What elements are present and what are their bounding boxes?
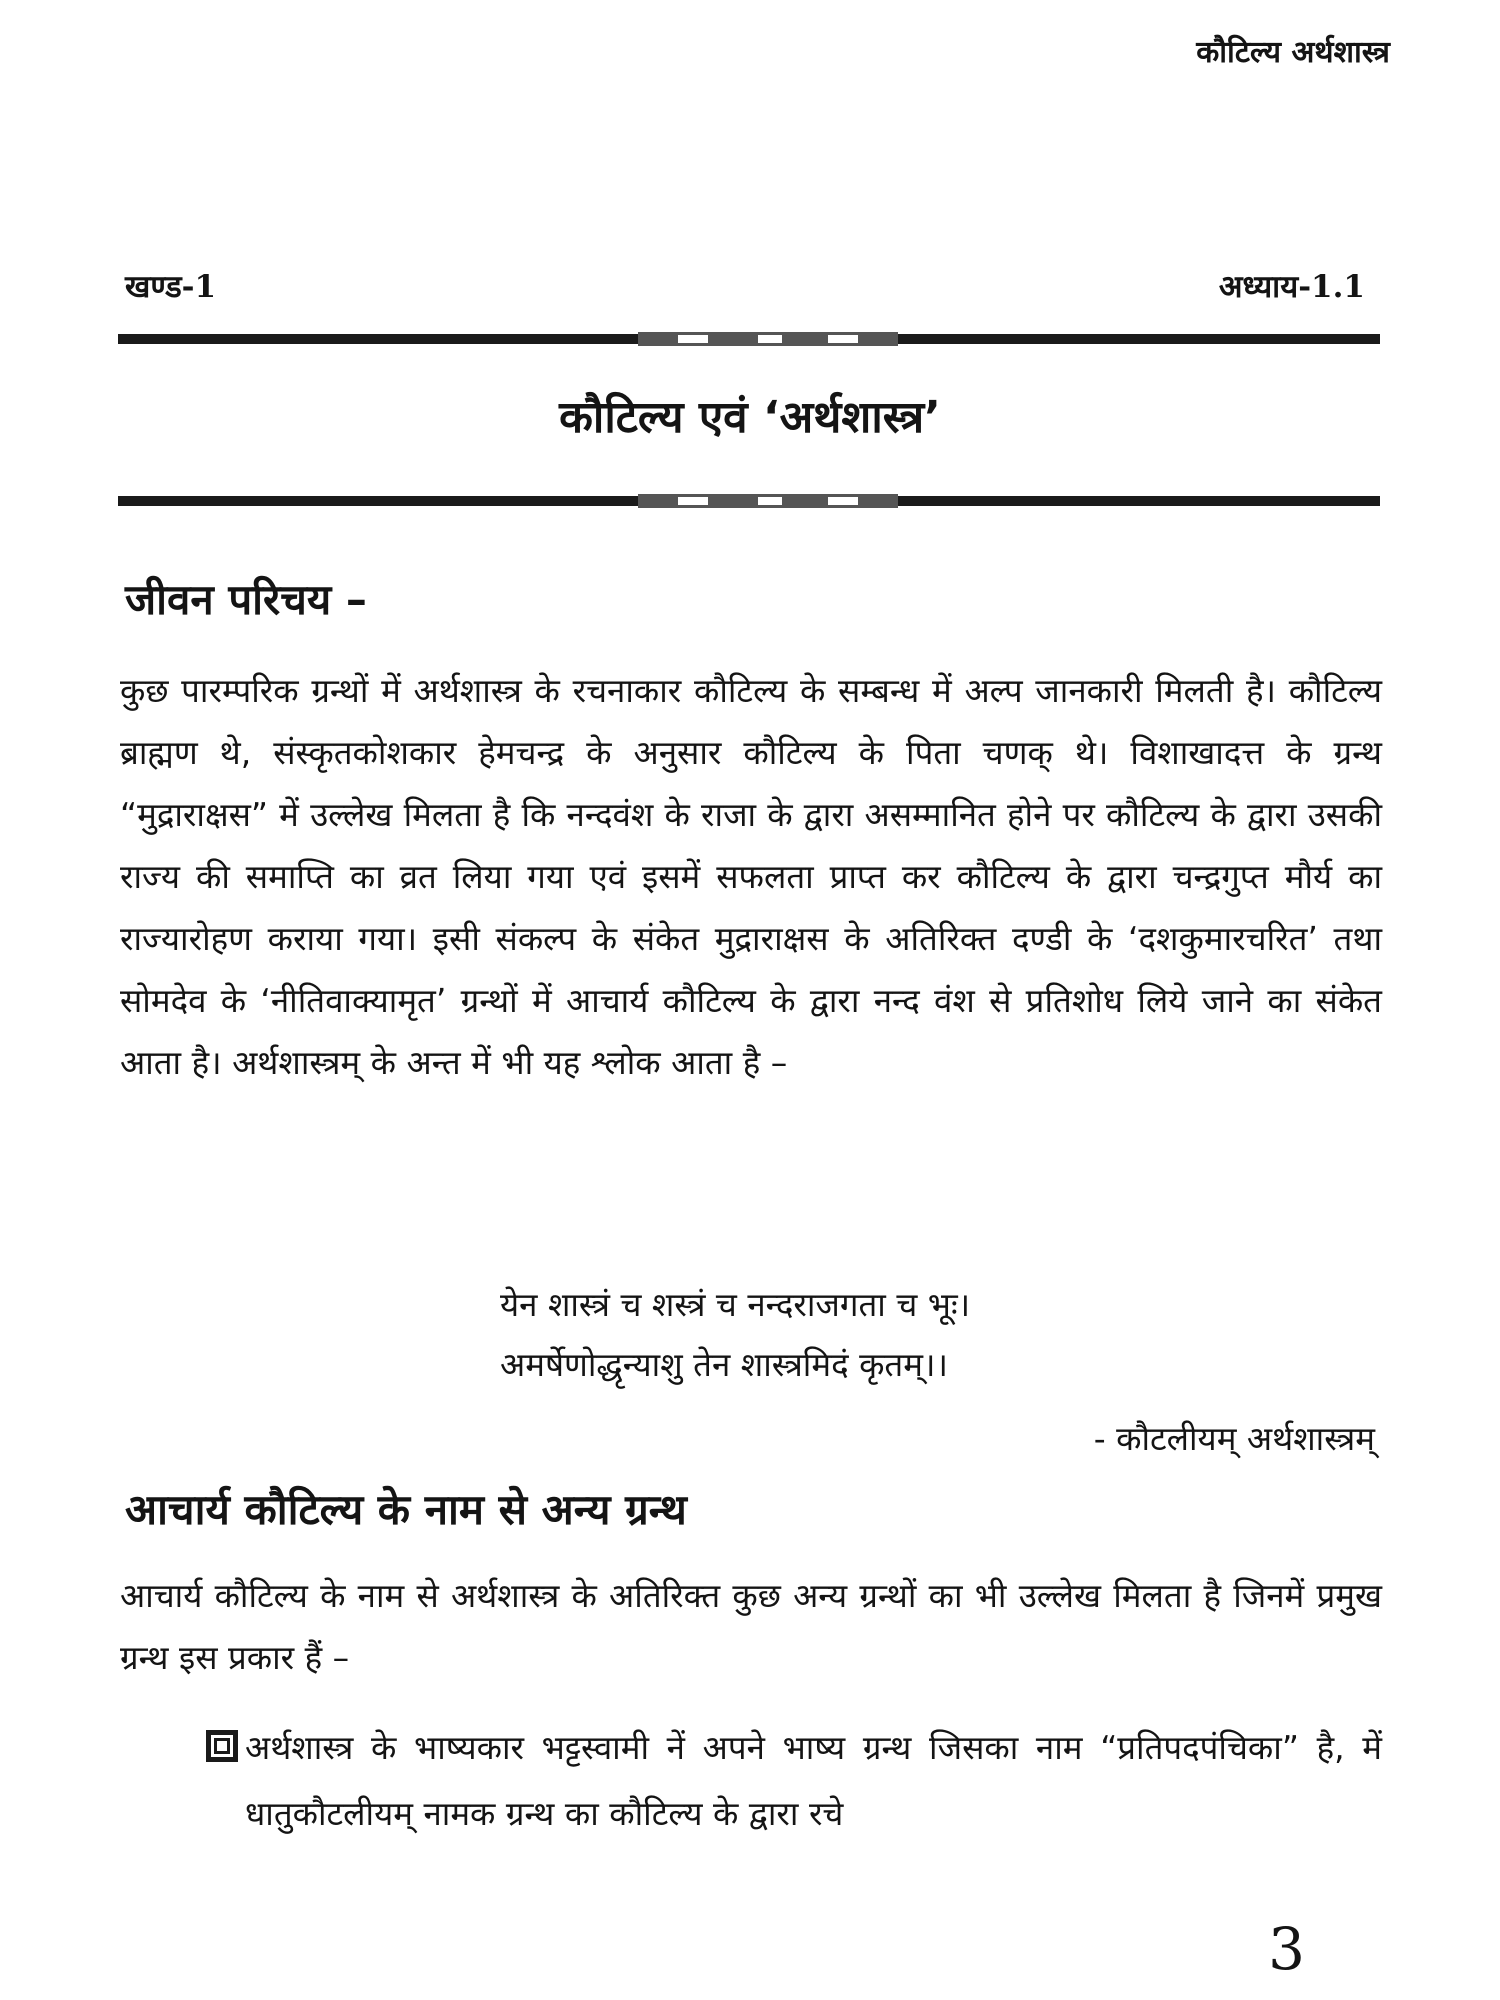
decorative-rule-bottom xyxy=(118,494,1380,508)
verse-line-1: येन शास्त्रं च शस्त्रं च नन्दराजगता च भूः। xyxy=(500,1285,971,1324)
section-heading-biography: जीवन परिचय – xyxy=(125,575,367,624)
list-item xyxy=(120,1715,1382,1847)
list-item-text: अर्थशास्त्र के भाष्यकार भट्टस्वामी नें अपने भाष्य ग्रन्थ जिसका नाम “प्रतिपदपंचिका” है, में धातुकौटलीयम् नामक ग्रन्थ का कौटिल्य के द्वारा रचे xyxy=(245,1728,1382,1833)
other-works-paragraph: आचार्य कौटिल्य के नाम से अर्थशास्त्र के अतिरिक्त कुछ अन्य ग्रन्थों का भी उल्लेख मिलता है जिनमें प्रमुख ग्रन्थ इस प्रकार हैं – xyxy=(120,1576,1382,1677)
page-number: 3 xyxy=(1268,1915,1305,1983)
decorative-rule-top xyxy=(118,332,1380,346)
verse-line-2: अमर्षेणोद्धृन्याशु तेन शास्त्रमिदं कृतम्।। xyxy=(500,1345,948,1384)
section-heading-other-works: आचार्य कौटिल्य के नाम से अन्य ग्रन्थ xyxy=(125,1485,687,1534)
verse-citation: - कौटलीयम् अर्थशास्त्रम् xyxy=(1093,1419,1375,1458)
chapter-label: अध्याय-1.1 xyxy=(1218,269,1365,305)
square-bullet-icon xyxy=(205,1729,239,1763)
chapter-title: कौटिल्य एवं ‘अर्थशास्त्र’ xyxy=(559,392,941,443)
running-header: कौटिल्य अर्थशास्त्र xyxy=(1196,35,1390,70)
section-label: खण्ड-1 xyxy=(125,269,217,305)
biography-paragraph: कुछ पारम्परिक ग्रन्थों में अर्थशास्त्र के रचनाकार कौटिल्य के सम्बन्ध में अल्प जानकारी मिलती है। कौटिल्य ब्राह्मण थे, संस्कृतकोशकार हेमचन्द्र के अनुसार कौटिल्य के पिता चणक् थे। विशाखादत्त के ग्रन्थ “मुद्राराक्षस” में उल्लेख मिलता है कि नन्दवंश के राजा के द्वारा असम्मानित होने पर कौटिल्य के द्वारा उसकी राज्य की समाप्ति का व्रत लिया गया एवं इसमें सफलता प्राप्त कर कौटिल्य के द्वारा चन्द्रगुप्त मौर्य का राज्यारोहण कराया गया। इसी संकल्प के संकेत मुद्राराक्षस के अतिरिक्त दण्डी के ‘दशकुमारचरित’ तथा सोमदेव के ‘नीतिवाक्यामृत’ ग्रन्थों में आचार्य कौटिल्य के द्वारा नन्द वंश से प्रतिशोध लिये जाने का संकेत आता है। अर्थशास्त्रम् के अन्त में भी यह श्लोक आता है – xyxy=(120,671,1382,1082)
